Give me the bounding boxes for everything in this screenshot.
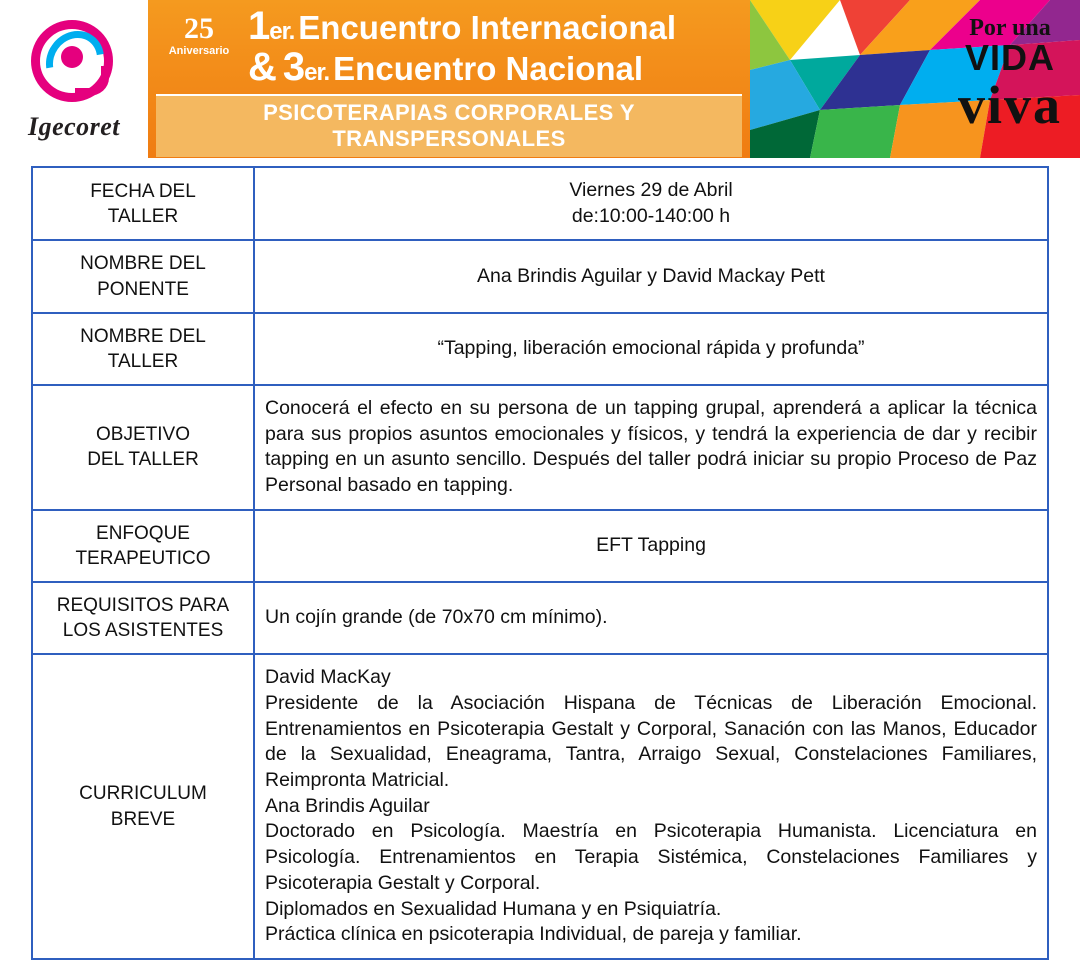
title-line-2-number: 3 bbox=[282, 44, 305, 89]
row-label-line: ENFOQUE bbox=[96, 522, 190, 544]
row-label-line: OBJETIVO bbox=[96, 424, 190, 446]
table-row bbox=[32, 313, 1048, 385]
event-subtitle-bar bbox=[156, 94, 742, 157]
row-value-line: David MacKay bbox=[265, 666, 391, 689]
row-value-line: “Tapping, liberación emocional rápida y profunda” bbox=[437, 336, 865, 359]
table-row bbox=[32, 582, 1048, 654]
row-label-objetivo bbox=[32, 385, 254, 510]
table-row bbox=[32, 167, 1048, 240]
title-line-1-number: 1 bbox=[248, 4, 270, 48]
row-value-objetivo bbox=[254, 385, 1048, 510]
row-label-line: TALLER bbox=[107, 205, 179, 227]
row-label-ponente bbox=[32, 240, 254, 312]
row-label-curriculum bbox=[32, 654, 254, 959]
logo-wordmark: Igecoret bbox=[27, 112, 121, 141]
slogan-line-1: Por una bbox=[969, 15, 1051, 41]
title-line-1-ordinal: er. bbox=[269, 18, 295, 45]
table-row bbox=[32, 510, 1048, 582]
title-line-1-text: Encuentro Internacional bbox=[298, 9, 677, 46]
title-line-2 bbox=[156, 44, 742, 89]
anniversary-badge bbox=[158, 14, 240, 57]
event-title-block bbox=[148, 0, 750, 158]
table-row bbox=[32, 385, 1048, 510]
row-value-line: Un cojín grande (de 70x70 cm mínimo). bbox=[265, 606, 608, 629]
decorative-artwork bbox=[750, 0, 1080, 158]
igecoret-logo-icon bbox=[31, 20, 117, 106]
row-label-line: BREVE bbox=[110, 808, 176, 830]
slogan-line-2: VIDA bbox=[964, 37, 1055, 78]
title-ampersand: & bbox=[248, 44, 277, 89]
row-label-line: LOS ASISTENTES bbox=[62, 619, 224, 641]
title-line-2-ordinal: er. bbox=[304, 58, 330, 86]
title-line-1 bbox=[156, 6, 742, 47]
row-value-ponente bbox=[254, 240, 1048, 312]
row-value-nombre-taller bbox=[254, 313, 1048, 385]
row-value-line: Diplomados en Sexualidad Humana y en Psiquiatría. bbox=[265, 897, 722, 920]
table-row bbox=[32, 654, 1048, 959]
row-value-enfoque bbox=[254, 510, 1048, 582]
row-label-line: TERAPEUTICO bbox=[75, 547, 211, 569]
row-label-enfoque bbox=[32, 510, 254, 582]
slogan-line-3: viva bbox=[957, 75, 1062, 135]
organization-logo bbox=[0, 0, 148, 158]
anniversary-number: 25 bbox=[184, 12, 214, 45]
row-label-line: REQUISITOS PARA bbox=[56, 594, 230, 616]
row-label-nombre-taller bbox=[32, 313, 254, 385]
row-value-line: Práctica clínica en psicoterapia Individual, de pareja y familiar. bbox=[265, 923, 802, 946]
row-label-line: NOMBRE DEL bbox=[80, 325, 206, 347]
row-label-line: CURRICULUM bbox=[79, 783, 207, 805]
event-subtitle: PSICOTERAPIAS CORPORALES Y TRANSPERSONALES bbox=[263, 99, 635, 151]
row-value-line: Conocerá el efecto en su persona de un tapping grupal, aprenderá a aplicar la técnica para sus propios asuntos emocionales y físicos, y tendrá la experiencia de dar y recibir tapping en un asunto sencillo. Después del taller podrá iniciar su propio Proceso de Paz Personal basado en tapping. bbox=[265, 396, 1037, 496]
row-value-line: Ana Brindis Aguilar y David Mackay Pett bbox=[477, 264, 825, 287]
row-label-line: DEL TALLER bbox=[87, 449, 199, 471]
table-row bbox=[32, 240, 1048, 312]
row-value-line: Doctorado en Psicología. Maestría en Psicoterapia Humanista. Licenciatura en Psicología. Entrenamientos en Terapia Sistémica, Constelaciones Familiares y Psicoterapia Gestalt y Corporal. bbox=[265, 820, 1037, 894]
row-label-line: PONENTE bbox=[97, 278, 189, 300]
row-label-line: NOMBRE DEL bbox=[80, 253, 206, 275]
row-value-fecha bbox=[254, 167, 1048, 240]
row-label-line: FECHA DEL bbox=[90, 180, 196, 202]
campaign-slogan bbox=[957, 15, 1062, 135]
row-label-fecha bbox=[32, 167, 254, 240]
row-value-line: Presidente de la Asociación Hispana de Técnicas de Liberación Emocional. Entrenamientos en Psicoterapia Gestalt y Corporal, Sanación con las Manos, Educador de la Sexualidad, Eneagrama, Tantra, Arraigo Sexual, Constelaciones Familiares, Reimpronta Matricial. bbox=[265, 691, 1037, 791]
row-value-requisitos bbox=[254, 582, 1048, 654]
title-line-2-text: Encuentro Nacional bbox=[333, 49, 644, 87]
workshop-details-table bbox=[31, 166, 1049, 960]
anniversary-label: Aniversario bbox=[168, 45, 230, 57]
row-value-line: Viernes 29 de Abril bbox=[569, 179, 733, 201]
row-value-curriculum bbox=[254, 654, 1048, 959]
row-value-line: de:10:00-140:00 h bbox=[571, 204, 731, 227]
row-value-line: Ana Brindis Aguilar bbox=[265, 794, 430, 817]
row-label-requisitos bbox=[32, 582, 254, 654]
row-label-line: TALLER bbox=[107, 350, 179, 372]
event-banner bbox=[0, 0, 1080, 158]
row-value-line: EFT Tapping bbox=[596, 533, 706, 556]
